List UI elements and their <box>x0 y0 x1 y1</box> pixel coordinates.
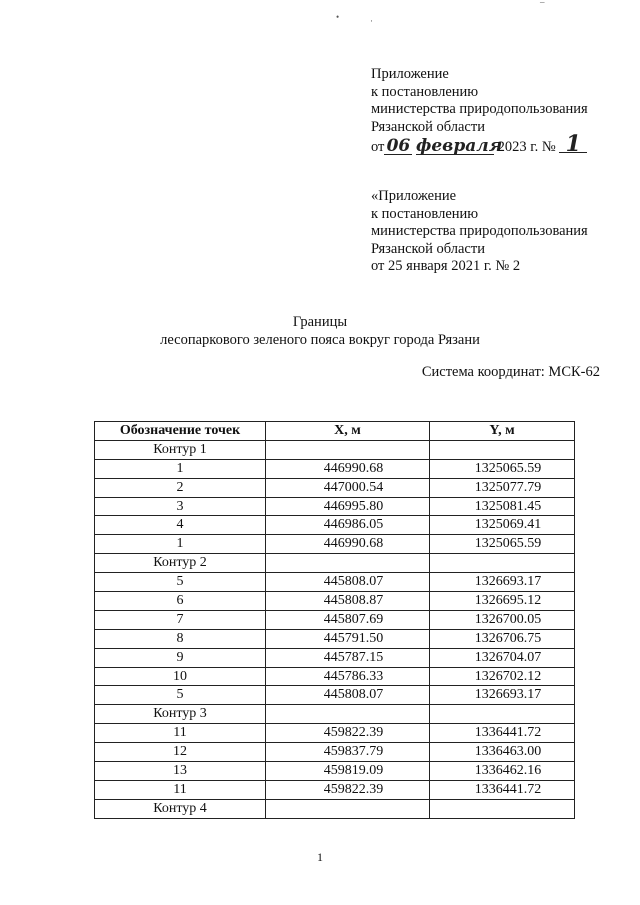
table-row <box>95 535 575 554</box>
header-x: X, м <box>266 422 430 441</box>
table-row <box>95 629 575 648</box>
y-coordinate: 1326693.17 <box>430 573 575 592</box>
table-row <box>95 610 575 629</box>
table-row <box>95 478 575 497</box>
handwritten-number: 1 <box>559 136 587 153</box>
point-id: 3 <box>95 497 266 516</box>
table-row <box>95 497 575 516</box>
table-row <box>95 516 575 535</box>
handwritten-day: 06 <box>384 138 412 155</box>
y-coordinate: 1326706.75 <box>430 629 575 648</box>
point-id: 1 <box>95 535 266 554</box>
y-coordinate: 1336462.16 <box>430 762 575 781</box>
handwritten-month: февраля <box>416 136 503 156</box>
x-coordinate: 445807.69 <box>266 610 430 629</box>
x-coordinate: 459837.79 <box>266 743 430 762</box>
point-id: 7 <box>95 610 266 629</box>
empty-cell <box>266 705 430 724</box>
y-coordinate: 1325081.45 <box>430 497 575 516</box>
point-id: 10 <box>95 667 266 686</box>
table-row <box>95 667 575 686</box>
x-coordinate: 446986.05 <box>266 516 430 535</box>
y-coordinate: 1336441.72 <box>430 780 575 799</box>
point-id: 6 <box>95 592 266 611</box>
table-row <box>95 762 575 781</box>
y-coordinate: 1326700.05 <box>430 610 575 629</box>
coordinate-system: Система координат: МСК-62 <box>421 364 600 380</box>
y-coordinate: 1336463.00 <box>430 743 575 762</box>
scan-speck: · <box>370 16 373 26</box>
contour-label: Контур 4 <box>95 799 266 818</box>
x-coordinate: 445791.50 <box>266 629 430 648</box>
table-row <box>95 780 575 799</box>
empty-cell <box>430 440 575 459</box>
table-row <box>95 592 575 611</box>
quoted-line: к постановлению <box>371 205 479 222</box>
point-id: 12 <box>95 743 266 762</box>
header-y: Y, м <box>430 422 575 441</box>
header-line: Рязанской области <box>371 118 485 135</box>
scan-speck: – <box>540 0 545 7</box>
point-id: 8 <box>95 629 266 648</box>
point-id: 2 <box>95 478 266 497</box>
y-coordinate: 1325065.59 <box>430 535 575 554</box>
contour-row <box>95 705 575 724</box>
point-id: 5 <box>95 573 266 592</box>
y-coordinate: 1326704.07 <box>430 648 575 667</box>
quoted-line: от 25 января 2021 г. № 2 <box>371 258 521 274</box>
quoted-line: «Приложение <box>371 188 457 204</box>
point-id: 4 <box>95 516 266 535</box>
table-row <box>95 648 575 667</box>
contour-row <box>95 554 575 573</box>
x-coordinate: 445786.33 <box>266 667 430 686</box>
scan-speck: • <box>336 12 340 22</box>
x-coordinate: 445808.07 <box>266 686 430 705</box>
y-coordinate: 1325077.79 <box>430 478 575 497</box>
table-row <box>95 459 575 478</box>
table-row <box>95 724 575 743</box>
point-id: 1 <box>95 459 266 478</box>
point-id: 11 <box>95 724 266 743</box>
y-coordinate: 1326693.17 <box>430 686 575 705</box>
empty-cell <box>430 799 575 818</box>
x-coordinate: 459822.39 <box>266 724 430 743</box>
table-row <box>95 573 575 592</box>
quoted-line: министерства природопользования <box>371 223 588 239</box>
date-prefix: от <box>371 139 385 155</box>
title-line-2: лесопаркового зеленого пояса вокруг города Рязани <box>160 332 480 348</box>
contour-row <box>95 799 575 818</box>
header-line: к постановлению <box>371 83 479 100</box>
table-row <box>95 686 575 705</box>
contour-label: Контур 1 <box>95 440 266 459</box>
x-coordinate: 447000.54 <box>266 478 430 497</box>
header-line: министерства природопользования <box>371 101 588 117</box>
empty-cell <box>430 554 575 573</box>
x-coordinate: 445808.07 <box>266 573 430 592</box>
quoted-line: Рязанской области <box>371 240 485 257</box>
empty-cell <box>266 440 430 459</box>
boundary-points-table <box>94 421 575 819</box>
x-coordinate: 459822.39 <box>266 780 430 799</box>
contour-label: Контур 2 <box>95 554 266 573</box>
empty-cell <box>430 705 575 724</box>
y-coordinate: 1326702.12 <box>430 667 575 686</box>
appendix-header <box>371 66 588 157</box>
page-number: 1 <box>317 850 323 864</box>
x-coordinate: 446990.68 <box>266 459 430 478</box>
x-coordinate: 446995.80 <box>266 497 430 516</box>
x-coordinate: 446990.68 <box>266 535 430 554</box>
table-row <box>95 743 575 762</box>
table-header-row <box>95 422 575 441</box>
x-coordinate: 445787.15 <box>266 648 430 667</box>
y-coordinate: 1325069.41 <box>430 516 575 535</box>
date-year: 2023 г. № <box>497 139 556 155</box>
x-coordinate: 459819.09 <box>266 762 430 781</box>
empty-cell <box>266 799 430 818</box>
header-point-designation: Обозначение точек <box>95 422 266 441</box>
title-line-1: Границы <box>292 314 348 330</box>
document-title <box>0 313 640 349</box>
table-body <box>95 440 575 818</box>
point-id: 9 <box>95 648 266 667</box>
empty-cell <box>266 554 430 573</box>
point-id: 13 <box>95 762 266 781</box>
point-id: 11 <box>95 780 266 799</box>
y-coordinate: 1325065.59 <box>430 459 575 478</box>
contour-row <box>95 440 575 459</box>
y-coordinate: 1326695.12 <box>430 592 575 611</box>
point-id: 5 <box>95 686 266 705</box>
header-date-line <box>371 131 588 157</box>
x-coordinate: 445808.87 <box>266 592 430 611</box>
y-coordinate: 1336441.72 <box>430 724 575 743</box>
quoted-appendix <box>371 188 588 276</box>
contour-label: Контур 3 <box>95 705 266 724</box>
header-line: Приложение <box>371 66 449 82</box>
